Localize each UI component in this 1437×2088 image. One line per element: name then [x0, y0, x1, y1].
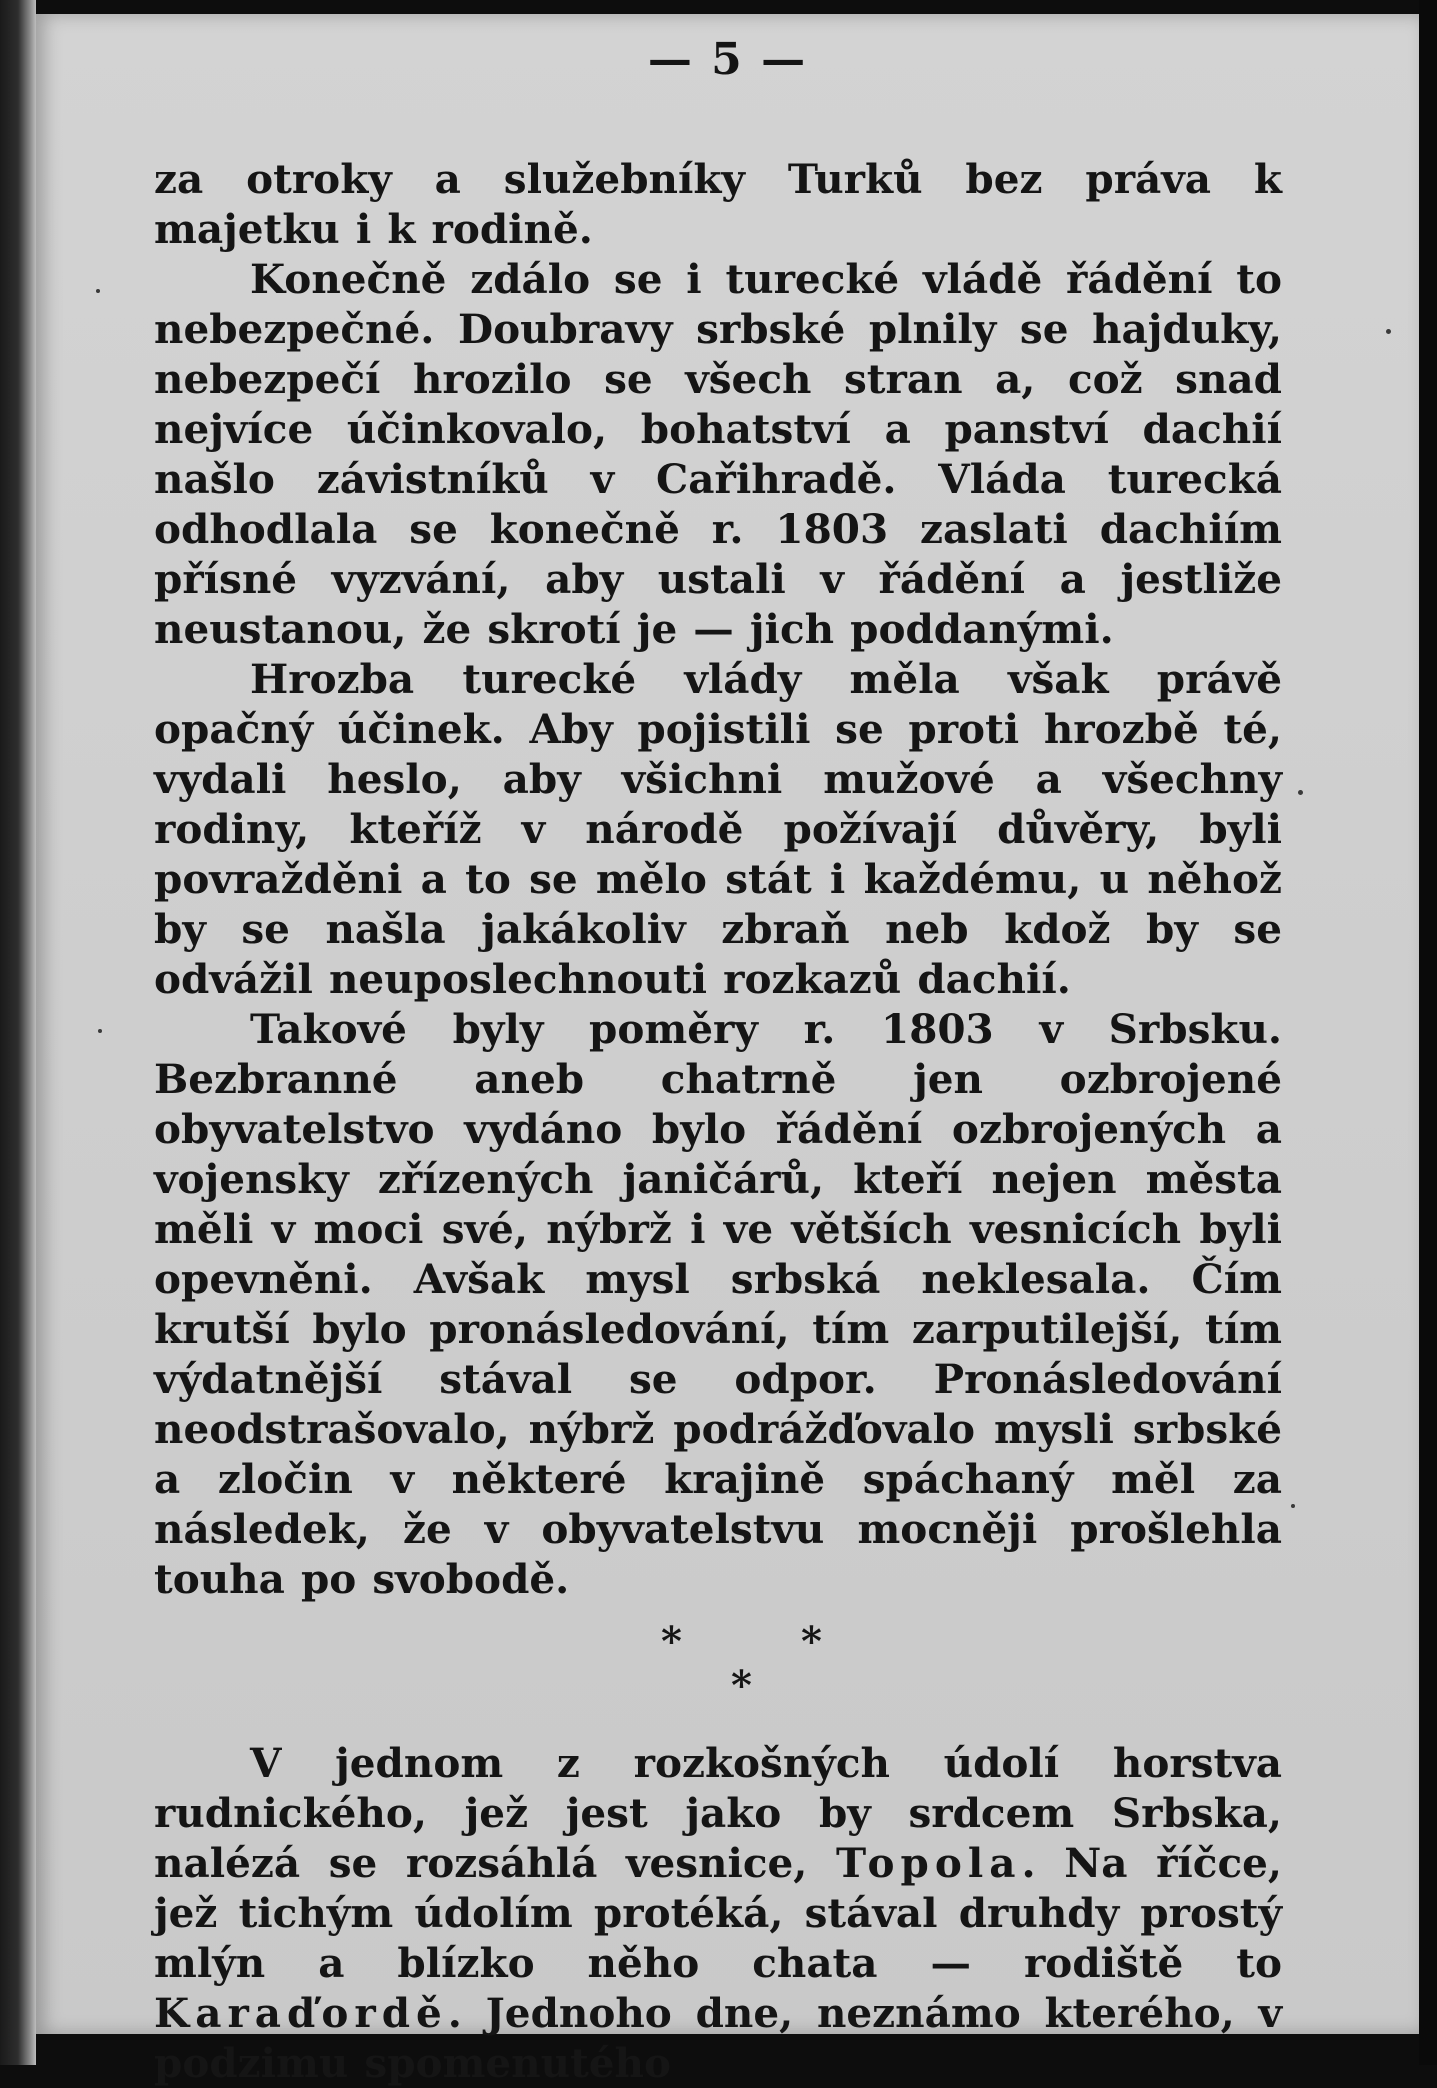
- print-speck: [1298, 790, 1303, 795]
- print-speck: [98, 1029, 102, 1033]
- print-speck: [1386, 329, 1391, 334]
- book-page: [36, 14, 1419, 2087]
- page-body: [154, 154, 1282, 2088]
- paragraph-5-text-b: . Na říčce, jež tichým údolím protéká, stával druhdy prostý mlýn a blízko něho chata — rodiště to: [154, 1839, 1282, 1987]
- village-name: Topola: [836, 1839, 1022, 1887]
- separator-star: *: [731, 1662, 752, 1709]
- scan-border: [1419, 0, 1437, 2065]
- paragraph-4: Takové byly poměry r. 1803 v Srbsku. Bezbranné aneb chatrně jen ozbrojené obyvatelstvo vydáno bylo řádění ozbrojených a vojensky zřízených janičárů, kteří nejen města měli v moci své, nýbrž i ve větších vesnicích byli opevněni. Avšak mysl srbská neklesala. Čím krutší bylo pronásledování, tím zarputilejší, tím výdatnější stával se odpor. Pronásledování neodstrašovalo, nýbrž podrážďovalo mysli srbské a zločin v některé krajině spáchaný měl za následek, že v obyvatelstvu mocněji prošlehla touha po svobodě.: [154, 1005, 1282, 1603]
- paragraph-2: Konečně zdálo se i turecké vládě řádění to nebezpečné. Doubravy srbské plnily se hajduky, nebezpečí hrozilo se všech stran a, což snad nejvíce účinkovalo, bohatství a panství dachií našlo závistníků v Cařihradě. Vláda turecká odhodlala se konečně r. 1803 zaslati dachiím přísné vyzvání, aby ustali v řádění a jestliže neustanou, že skrotí je — jich poddanými.: [154, 255, 1282, 653]
- separator-star: *: [801, 1618, 822, 1665]
- section-separator: [154, 1618, 1282, 1728]
- page-number: — 5 —: [647, 34, 808, 85]
- separator-star: *: [661, 1618, 682, 1665]
- print-speck: [96, 289, 100, 293]
- paragraph-3: Hrozba turecké vlády měla však právě opačný účinek. Aby pojistili se proti hrozbě té, vydali heslo, aby všichni mužové a všechny rodiny, kteříž v národě požívají důvěry, byli povražděni a to se mělo stát i každému, u něhož by se našla jakákoliv zbraň neb kdož by se odvážil neuposlechnouti rozkazů dachií.: [154, 655, 1282, 1003]
- hero-name: Karaďordě: [154, 1989, 448, 2037]
- page-spine-shadow: [0, 0, 36, 2065]
- paragraph-5-text-a: V jednom z rozkošných údolí horstva rudnického, jež jest jako by srdcem Srbska, nalézá se rozsáhlá vesnice,: [154, 1739, 1282, 1887]
- paragraph-5: [154, 1738, 1282, 2088]
- paragraph-5-text-c: . Jednoho dne, neznámo kterého, v podzimu spomenutého: [154, 1989, 1282, 2087]
- print-speck: [1291, 1504, 1295, 1508]
- paragraph-1: za otroky a služebníky Turků bez práva k majetku i k rodině.: [154, 155, 1282, 253]
